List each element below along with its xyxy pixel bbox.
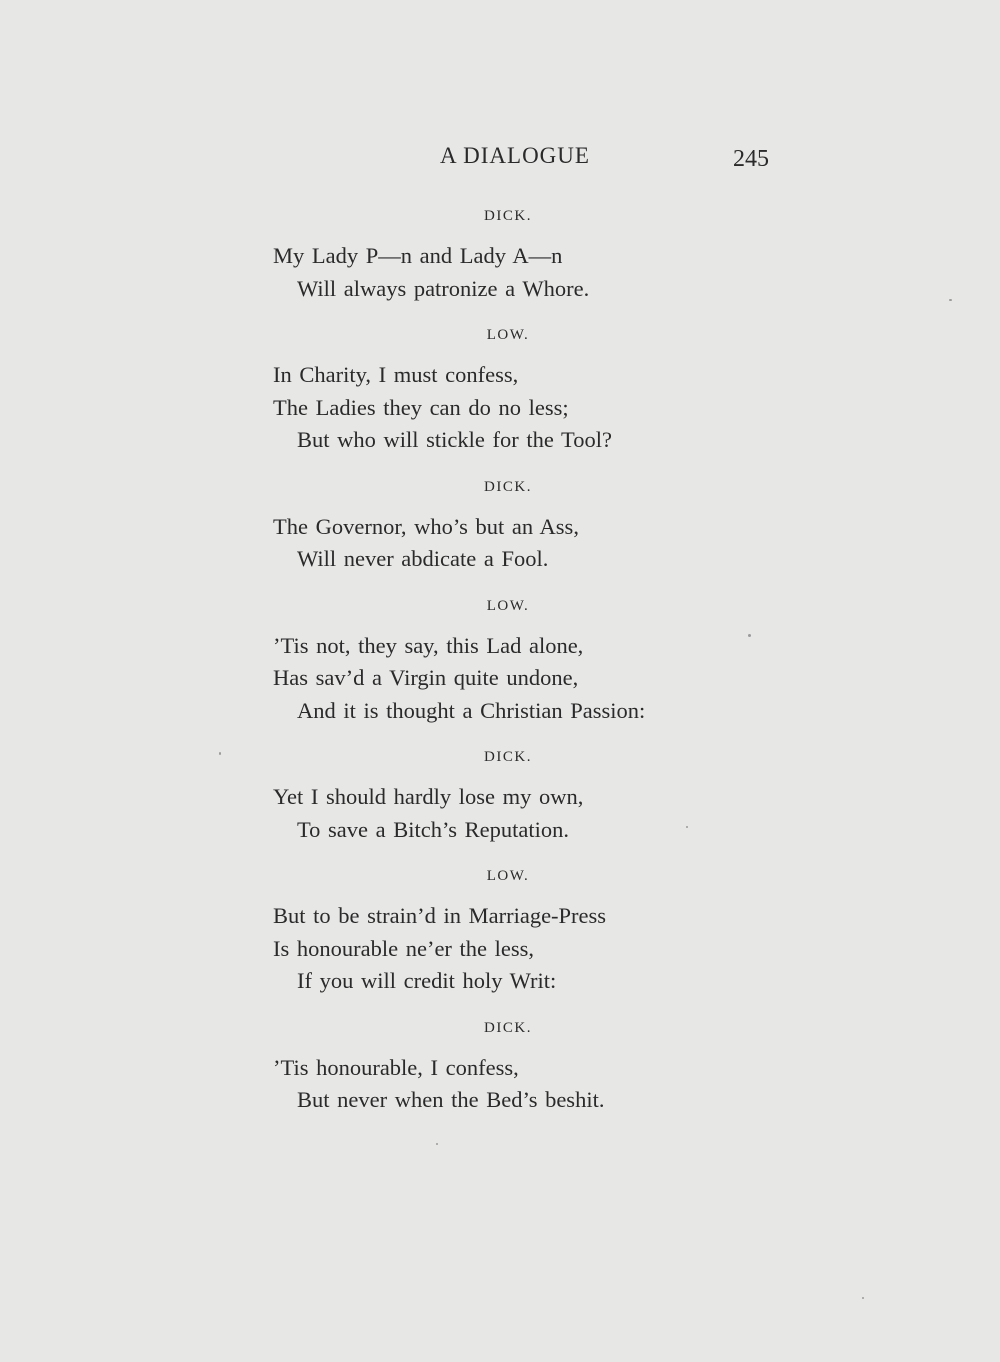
speaker-label: DICK. bbox=[484, 208, 532, 224]
verse-line: Will always patronize a Whore. bbox=[297, 275, 590, 301]
verse-line: Will never abdicate a Fool. bbox=[297, 546, 549, 571]
exchange-6 bbox=[273, 864, 733, 998]
verse-line: To save a Bitch’s Reputation. bbox=[297, 816, 570, 842]
speech-block bbox=[273, 1052, 733, 1117]
verse-line: Is honourable ne’er the less, bbox=[273, 935, 535, 961]
paper-speck bbox=[748, 634, 751, 637]
exchange-5 bbox=[273, 745, 733, 846]
paper-speck bbox=[686, 826, 688, 828]
exchange-1 bbox=[273, 204, 733, 305]
speaker-label: LOW. bbox=[486, 327, 530, 343]
verse-line: If you will credit holy Writ: bbox=[297, 968, 557, 993]
verse-line: And it is thought a Christian Passion: bbox=[297, 697, 646, 723]
exchange-2 bbox=[273, 323, 733, 457]
paper-speck bbox=[436, 1143, 438, 1145]
verse-line: Has sav’d a Virgin quite undone, bbox=[273, 665, 579, 690]
speaker-label: DICK. bbox=[484, 478, 532, 495]
verse-line: But never when the Bed’s beshit. bbox=[297, 1087, 605, 1112]
paper-speck bbox=[862, 1297, 864, 1299]
exchange-7 bbox=[273, 1016, 733, 1117]
speech-block bbox=[273, 900, 733, 998]
verse-line: ’Tis honourable, I confess, bbox=[273, 1054, 519, 1080]
verse-line: My Lady P—n and Lady A—n bbox=[273, 243, 563, 268]
speech-block bbox=[273, 511, 733, 576]
exchange-3 bbox=[273, 475, 733, 576]
verse-line: The Governor, who’s but an Ass, bbox=[273, 513, 579, 539]
running-title: A DIALOGUE bbox=[440, 143, 590, 168]
verse-line: The Ladies they can do no less; bbox=[273, 394, 569, 420]
speech-block bbox=[273, 630, 733, 728]
page-number: 245 bbox=[733, 146, 769, 172]
speech-block bbox=[273, 781, 733, 846]
dialogue-poem bbox=[273, 204, 733, 1135]
verse-line: In Charity, I must confess, bbox=[273, 362, 519, 387]
exchange-4 bbox=[273, 594, 733, 728]
verse-line: But who will stickle for the Tool? bbox=[297, 427, 612, 452]
speech-block bbox=[273, 359, 733, 457]
speaker-label: LOW. bbox=[486, 597, 530, 614]
speaker-label: LOW. bbox=[486, 868, 530, 884]
speaker-label: DICK. bbox=[484, 1019, 532, 1036]
paper-speck bbox=[219, 752, 221, 755]
verse-line: ’Tis not, they say, this Lad alone, bbox=[273, 632, 584, 658]
paper-speck bbox=[949, 299, 952, 301]
verse-line: But to be strain’d in Marriage-Press bbox=[273, 903, 607, 928]
verse-line: Yet I should hardly lose my own, bbox=[273, 784, 584, 809]
speaker-label: DICK. bbox=[484, 749, 532, 765]
speech-block bbox=[273, 240, 733, 305]
